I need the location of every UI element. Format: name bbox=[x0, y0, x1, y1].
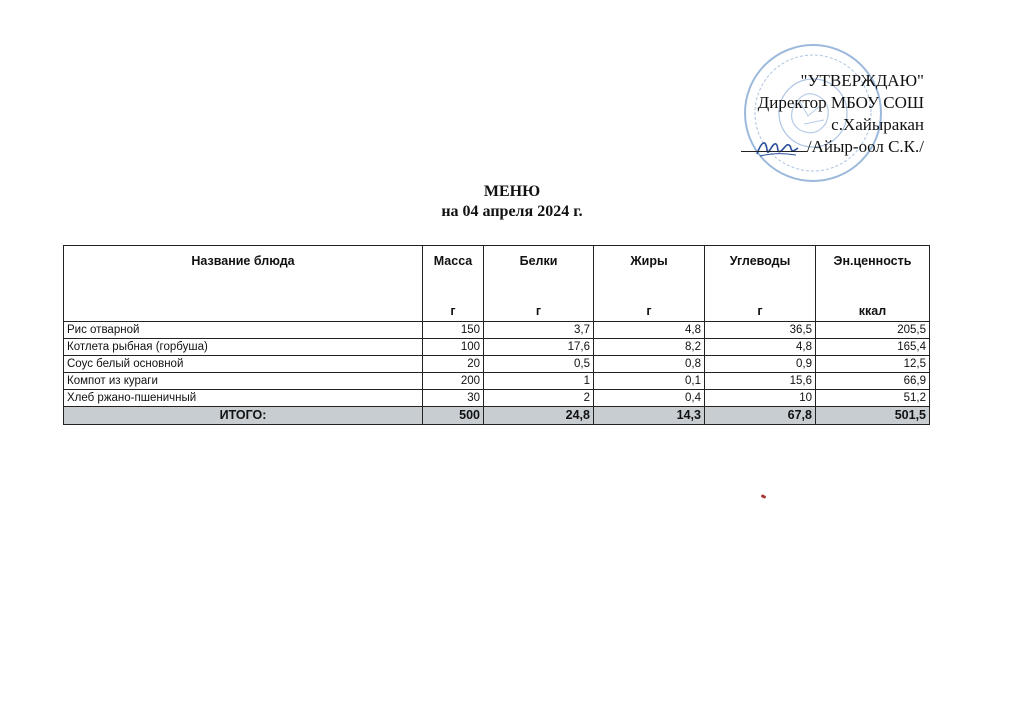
header-energy: Эн.ценность bbox=[816, 246, 930, 293]
total-protein: 24,8 bbox=[484, 407, 594, 425]
dish-mass: 100 bbox=[423, 339, 484, 356]
dish-name: Котлета рыбная (горбуша) bbox=[64, 339, 423, 356]
unit-carbs: г bbox=[705, 292, 816, 322]
table-units-row bbox=[64, 292, 930, 322]
dish-carbs: 36,5 bbox=[705, 322, 816, 339]
dish-fat: 0,8 bbox=[594, 356, 705, 373]
total-label: ИТОГО: bbox=[64, 407, 423, 425]
header-fat: Жиры bbox=[594, 246, 705, 293]
dish-carbs: 10 bbox=[705, 390, 816, 407]
unit-name bbox=[64, 292, 423, 322]
approval-block bbox=[700, 70, 924, 158]
total-row bbox=[64, 407, 930, 425]
dish-carbs: 15,6 bbox=[705, 373, 816, 390]
table-row bbox=[64, 339, 930, 356]
dish-energy: 165,4 bbox=[816, 339, 930, 356]
dish-name: Рис отварной bbox=[64, 322, 423, 339]
total-carbs: 67,8 bbox=[705, 407, 816, 425]
approval-signatory: /Айыр-оол С.К./ bbox=[806, 137, 924, 156]
approval-location: с.Хайыракан bbox=[831, 115, 924, 134]
scan-speck bbox=[761, 494, 767, 499]
unit-protein: г bbox=[484, 292, 594, 322]
dish-energy: 66,9 bbox=[816, 373, 930, 390]
unit-fat: г bbox=[594, 292, 705, 322]
page-title: МЕНЮ bbox=[483, 183, 541, 200]
dish-carbs: 4,8 bbox=[705, 339, 816, 356]
dish-protein: 0,5 bbox=[484, 356, 594, 373]
approval-position: Директор МБОУ СОШ bbox=[757, 93, 924, 112]
total-energy: 501,5 bbox=[816, 407, 930, 425]
unit-mass: г bbox=[423, 292, 484, 322]
dish-protein: 1 bbox=[484, 373, 594, 390]
table-header-row bbox=[64, 246, 930, 293]
dish-protein: 3,7 bbox=[484, 322, 594, 339]
menu-table bbox=[63, 245, 930, 425]
table-row bbox=[64, 390, 930, 407]
table-row bbox=[64, 322, 930, 339]
dish-energy: 51,2 bbox=[816, 390, 930, 407]
menu-date: на 04 апреля 2024 г. bbox=[441, 203, 583, 220]
approval-signature-line bbox=[700, 136, 924, 158]
dish-mass: 30 bbox=[423, 390, 484, 407]
header-carbs: Углеводы bbox=[705, 246, 816, 293]
total-fat: 14,3 bbox=[594, 407, 705, 425]
dish-mass: 150 bbox=[423, 322, 484, 339]
dish-fat: 0,4 bbox=[594, 390, 705, 407]
dish-protein: 2 bbox=[484, 390, 594, 407]
header-name: Название блюда bbox=[64, 246, 423, 293]
total-mass: 500 bbox=[423, 407, 484, 425]
approval-heading: "УТВЕРЖДАЮ" bbox=[800, 71, 924, 90]
dish-name: Компот из кураги bbox=[64, 373, 423, 390]
dish-mass: 20 bbox=[423, 356, 484, 373]
dish-name: Хлеб ржано-пшеничный bbox=[64, 390, 423, 407]
dish-fat: 8,2 bbox=[594, 339, 705, 356]
dish-fat: 0,1 bbox=[594, 373, 705, 390]
header-mass: Масса bbox=[423, 246, 484, 293]
dish-carbs: 0,9 bbox=[705, 356, 816, 373]
table-row bbox=[64, 356, 930, 373]
dish-energy: 205,5 bbox=[816, 322, 930, 339]
dish-energy: 12,5 bbox=[816, 356, 930, 373]
unit-energy: ккал bbox=[816, 292, 930, 322]
signature-underline bbox=[741, 137, 807, 152]
table-row bbox=[64, 373, 930, 390]
dish-mass: 200 bbox=[423, 373, 484, 390]
dish-protein: 17,6 bbox=[484, 339, 594, 356]
dish-fat: 4,8 bbox=[594, 322, 705, 339]
header-protein: Белки bbox=[484, 246, 594, 293]
dish-name: Соус белый основной bbox=[64, 356, 423, 373]
